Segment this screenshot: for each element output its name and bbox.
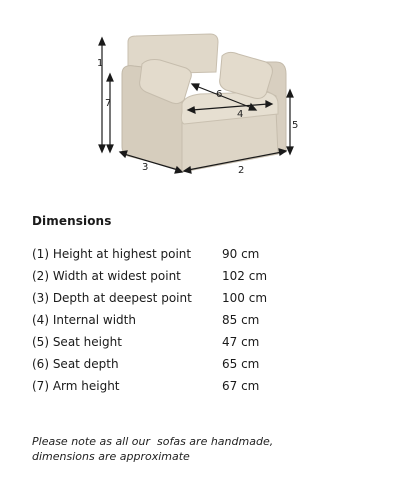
dimension-label: (1) Height at highest point (32, 247, 192, 261)
dimension-label: (5) Seat height (32, 335, 122, 349)
dimension-value: 65 cm (222, 357, 260, 371)
dimension-value: 85 cm (222, 313, 260, 327)
marker-7: 7 (105, 98, 112, 109)
marker-4: 4 (237, 109, 244, 120)
marker-3: 3 (142, 162, 149, 173)
note-line-2: dimensions are approximate (32, 450, 190, 463)
dimension-value: 47 cm (222, 335, 260, 349)
armchair-illustration (0, 0, 400, 200)
dimension-label: (4) Internal width (32, 313, 136, 327)
dimension-row-internal-width (32, 309, 332, 331)
marker-5: 5 (292, 120, 299, 131)
marker-2: 2 (238, 165, 245, 176)
dimension-row-seat-height (32, 331, 332, 353)
dimension-row-width (32, 265, 332, 287)
dimensions-list (32, 243, 332, 397)
dimension-label: (7) Arm height (32, 379, 120, 393)
dimension-row-depth (32, 287, 332, 309)
dimension-row-arm-height (32, 375, 332, 397)
dimension-label: (2) Width at widest point (32, 269, 181, 283)
marker-1: 1 (97, 58, 104, 69)
dimension-value: 100 cm (222, 291, 268, 305)
armchair-dimension-diagram (0, 0, 400, 200)
dimension-value: 67 cm (222, 379, 260, 393)
dimension-label: (6) Seat depth (32, 357, 119, 371)
marker-6: 6 (216, 89, 223, 100)
handmade-note (32, 434, 372, 464)
dimension-value: 102 cm (222, 269, 268, 283)
dimension-value: 90 cm (222, 247, 260, 261)
dimension-row-height (32, 243, 332, 265)
dimension-row-seat-depth (32, 353, 332, 375)
right-pillow (220, 52, 273, 98)
dimension-label: (3) Depth at deepest point (32, 291, 192, 305)
dimensions-heading: Dimensions (32, 214, 112, 228)
note-line-1: Please note as all our sofas are handmade, (32, 435, 274, 448)
